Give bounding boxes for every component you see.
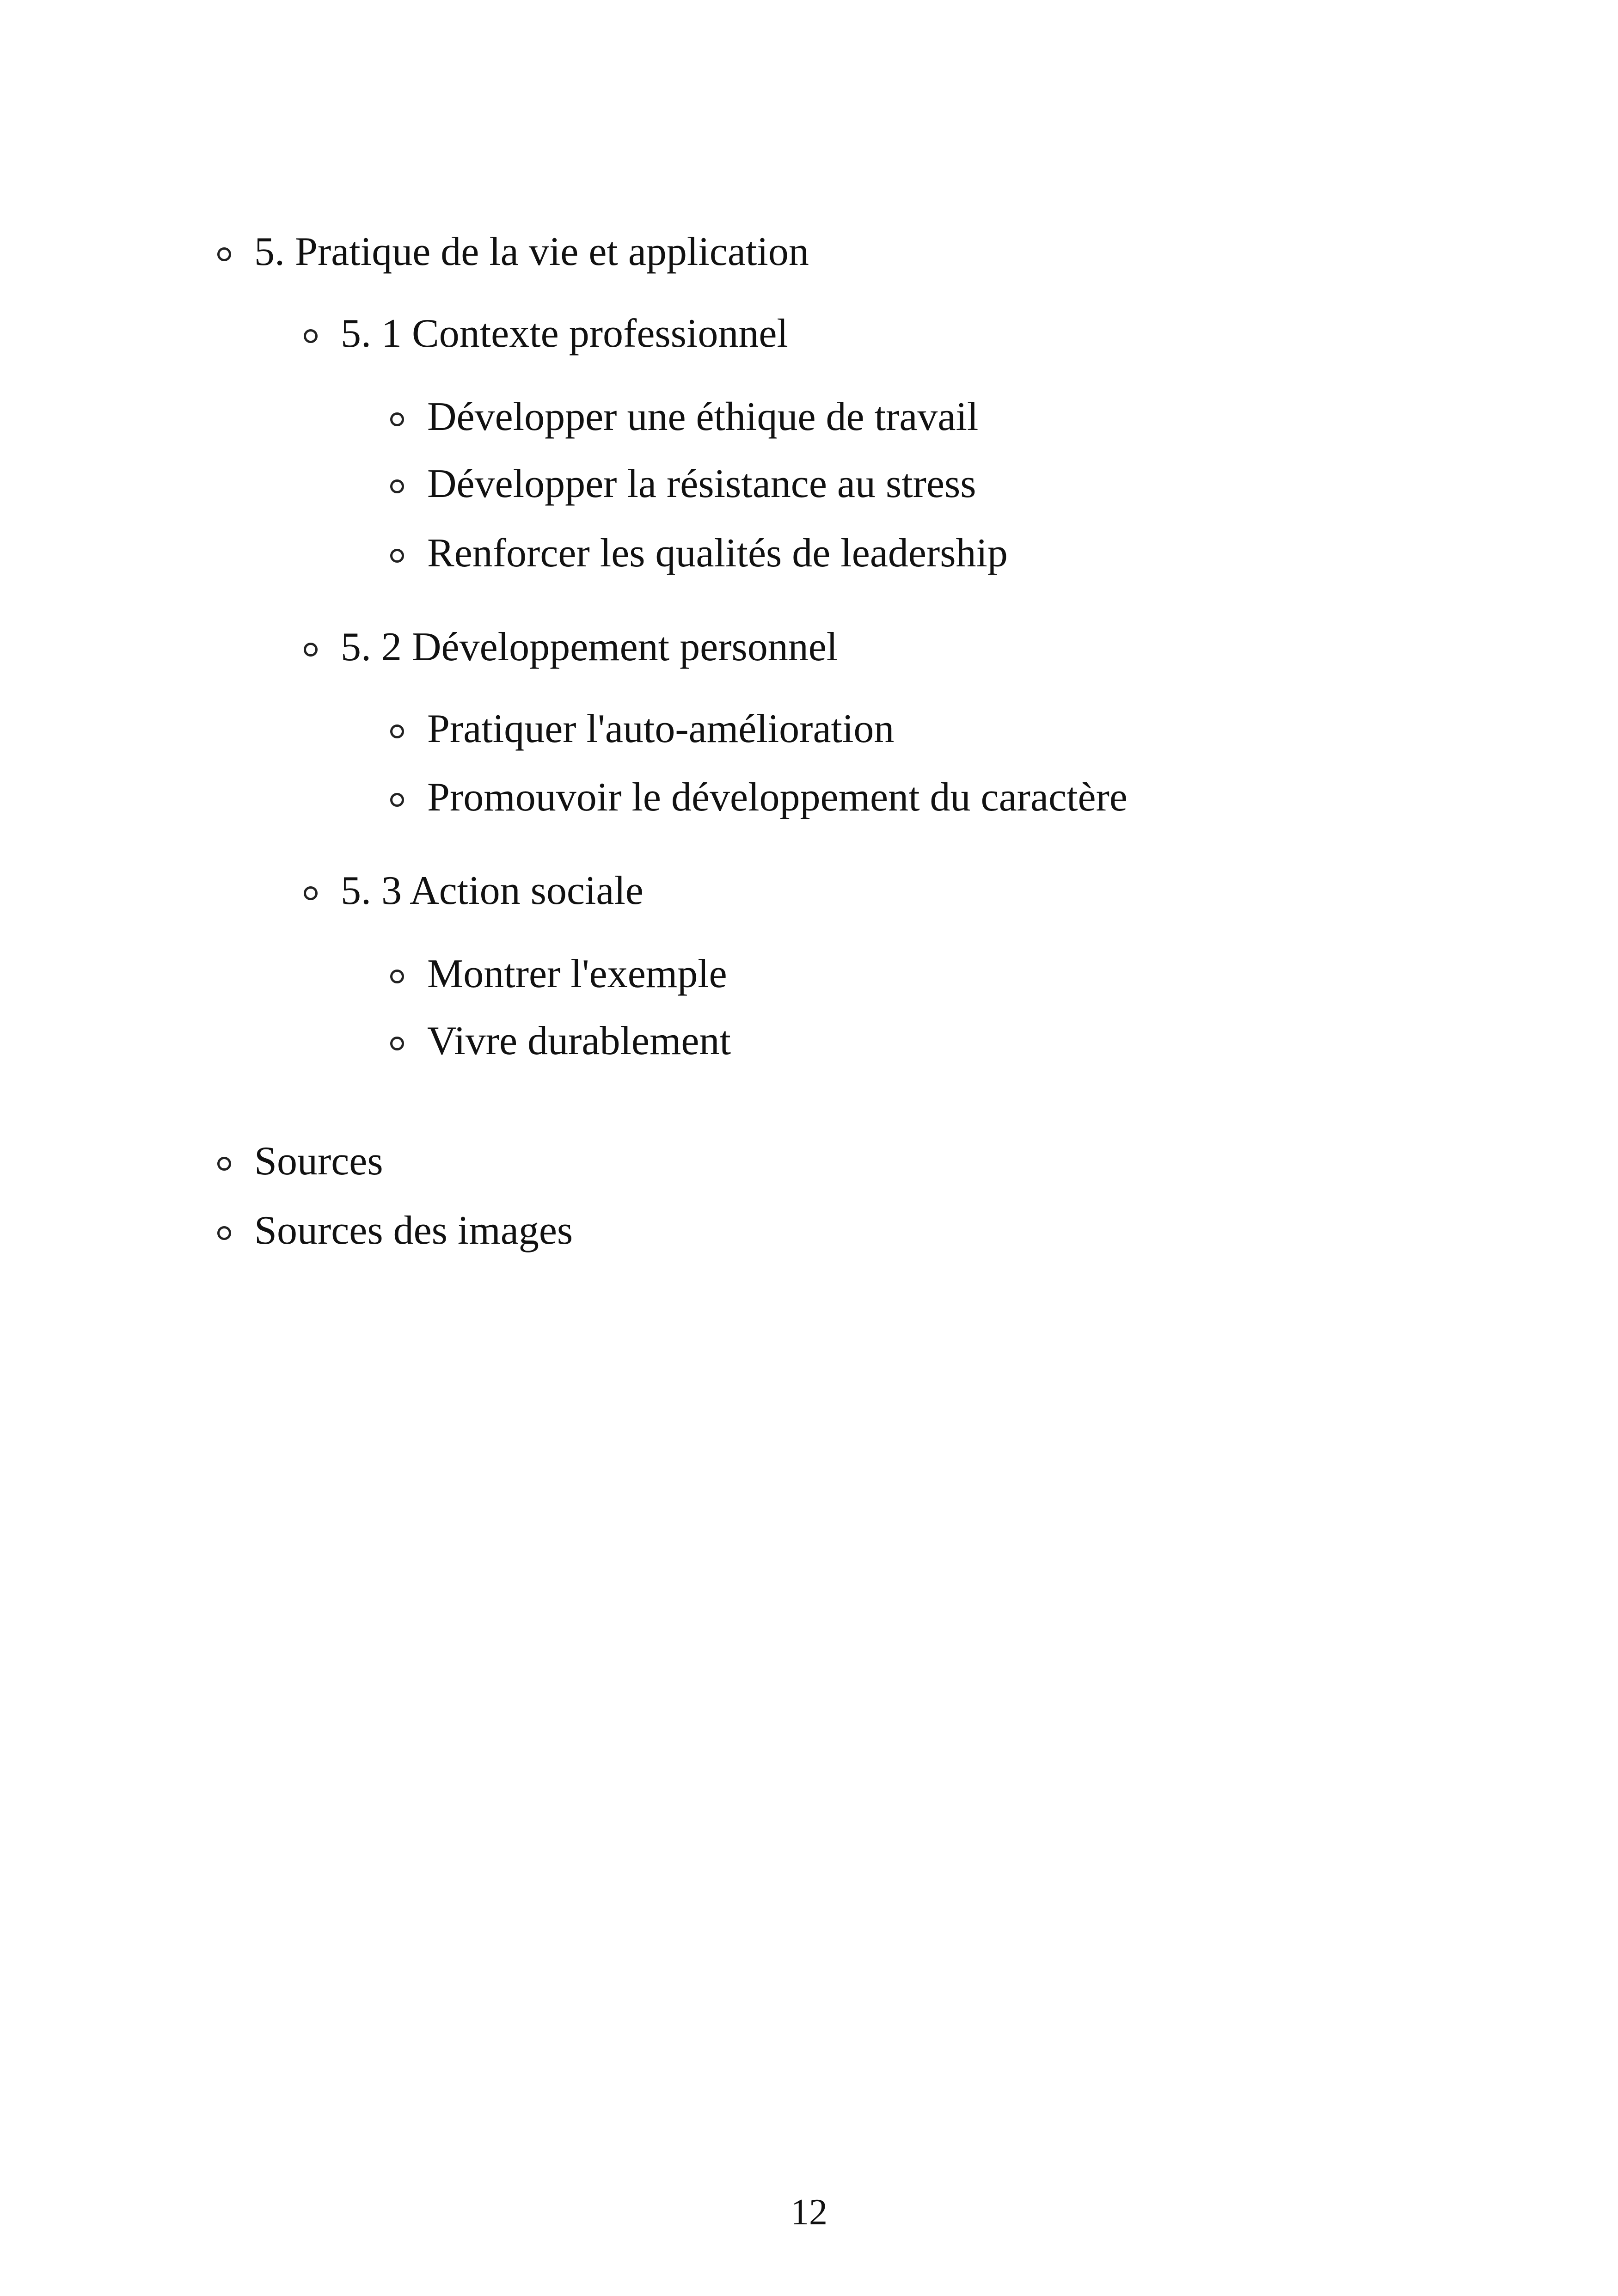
hollow-circle-bullet-icon (304, 886, 318, 900)
toc-item-label: Vivre durablement (427, 1019, 731, 1063)
hollow-circle-bullet-icon (390, 549, 404, 563)
toc-item-label: Développer une éthique de travail (427, 394, 979, 439)
hollow-circle-bullet-icon (390, 793, 404, 807)
toc-section-5-1-label: 5. 1 Contexte professionnel (341, 311, 788, 356)
toc-item-label: Pratiquer l'auto-amélioration (427, 706, 895, 751)
toc-chapter-5-label: 5. Pratique de la vie et application (254, 229, 809, 274)
hollow-circle-bullet-icon (217, 247, 231, 261)
toc-section-5-3-label: 5. 3 Action sociale (341, 868, 644, 913)
hollow-circle-bullet-icon (217, 1157, 231, 1171)
toc-section-5-2-label: 5. 2 Développement personnel (341, 625, 838, 669)
toc-item-label: Développer la résistance au stress (427, 461, 976, 506)
toc-sources-label: Sources (254, 1139, 383, 1184)
hollow-circle-bullet-icon (390, 724, 404, 738)
toc-item-label: Renforcer les qualités de leadership (427, 531, 1008, 576)
toc-item-label: Promouvoir le développement du caractère (427, 775, 1128, 820)
page-number: 12 (791, 2192, 827, 2233)
toc-item-label: Montrer l'exemple (427, 952, 727, 996)
hollow-circle-bullet-icon (304, 329, 318, 343)
toc-image-sources-label: Sources des images (254, 1208, 573, 1253)
hollow-circle-bullet-icon (390, 970, 404, 983)
hollow-circle-bullet-icon (390, 412, 404, 426)
hollow-circle-bullet-icon (390, 479, 404, 493)
hollow-circle-bullet-icon (217, 1226, 231, 1240)
hollow-circle-bullet-icon (390, 1037, 404, 1050)
hollow-circle-bullet-icon (304, 643, 318, 657)
